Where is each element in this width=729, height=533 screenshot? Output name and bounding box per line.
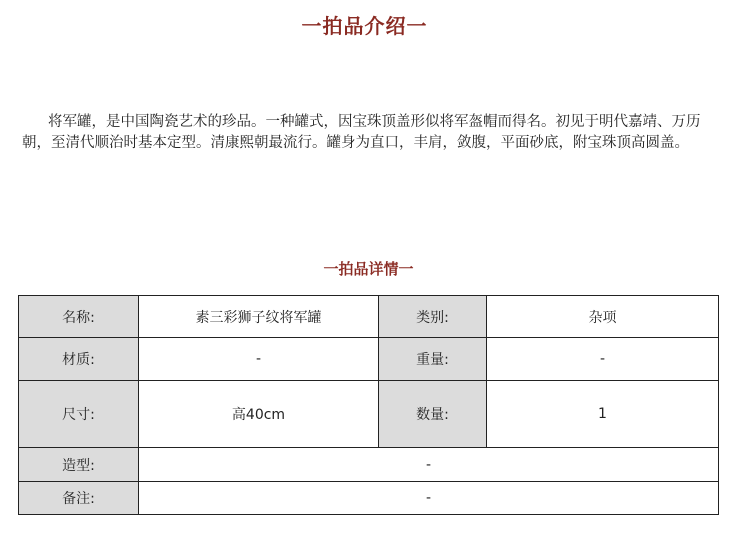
shape-value: -	[139, 448, 719, 482]
weight-label: 重量:	[379, 338, 487, 381]
name-label: 名称:	[19, 296, 139, 338]
name-value: 素三彩狮子纹将军罐	[139, 296, 379, 338]
details-title: 一拍品详情一	[323, 260, 414, 278]
details-table	[18, 295, 719, 515]
size-label: 尺寸:	[19, 381, 139, 448]
section-title: 一拍品介绍一	[301, 14, 428, 38]
intro-paragraph: 将军罐，是中国陶瓷艺术的珍品。一种罐式，因宝珠顶盖形似将军盔帽而得名。初见于明代嘉靖、万历朝，至清代顺治时基本定型。清康熙朝最流行。罐身为直口，丰肩，敛腹，平面砂底，附宝珠顶高圆盖。	[22, 114, 701, 151]
material-value: -	[139, 338, 379, 381]
table-row	[19, 381, 719, 448]
size-value: 高40cm	[139, 381, 379, 448]
table-row	[19, 338, 719, 381]
table-row	[19, 448, 719, 482]
shape-label: 造型:	[19, 448, 139, 482]
category-value: 杂项	[487, 296, 719, 338]
remarks-value: -	[139, 482, 719, 515]
category-label: 类别:	[379, 296, 487, 338]
remarks-label: 备注:	[19, 482, 139, 515]
quantity-label: 数量:	[379, 381, 487, 448]
weight-value: -	[487, 338, 719, 381]
table-row	[19, 296, 719, 338]
material-label: 材质:	[19, 338, 139, 381]
table-row	[19, 482, 719, 515]
quantity-value: 1	[487, 381, 719, 448]
